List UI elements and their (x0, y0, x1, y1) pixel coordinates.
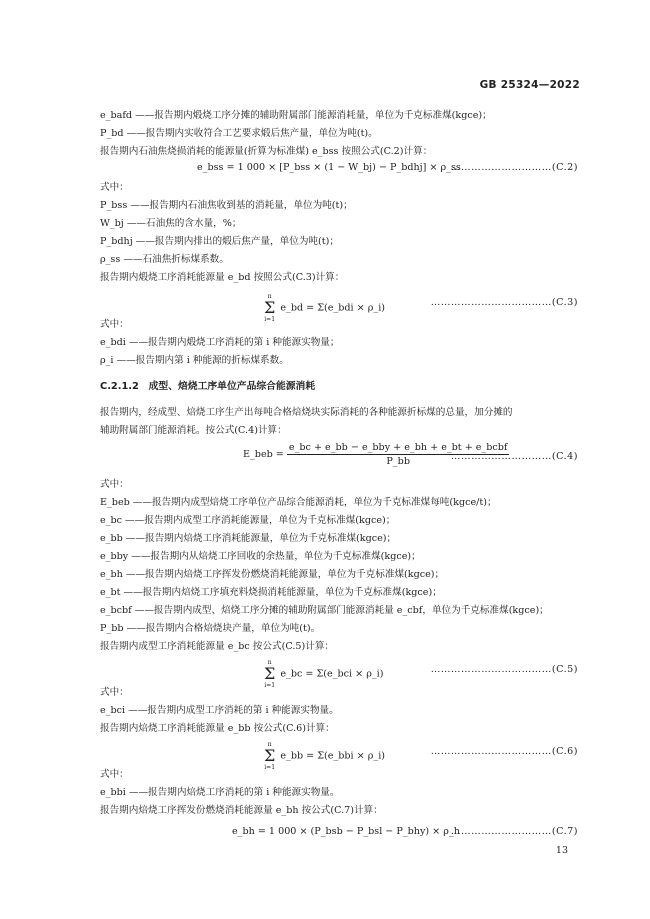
page-number: 13 (555, 845, 568, 856)
text-line: e_bt ——报告期内焙烧工序填充料烧损消耗能源量，单位为千克标准煤(kgce)； (100, 587, 442, 598)
text-line: 辅助附属部门能源消耗。按公式(C.4)计算： (100, 425, 287, 436)
text-line: 报告期内，经成型、焙烧工序生产出每吨合格焙烧块实际消耗的各种能源折标煤的总量，加分摊的 (100, 407, 513, 418)
text-line: 式中： (100, 479, 129, 490)
text-line: 报告期内焙烧工序消耗能源量 e_bb 按公式(C.6)计算： (100, 723, 335, 734)
text-line: W_bj ——石油焦的含水量，%； (100, 218, 242, 229)
text-line: 式中： (100, 687, 129, 698)
equation-c5 (262, 658, 383, 690)
fraction-numerator: e_bc + e_bb − e_bby + e_bh + e_bt + e_bcbf (288, 442, 508, 453)
equation-number-c5: ………………………………(C.5) (430, 664, 578, 675)
text-line: P_bb ——报告期内合格焙烧块产量，单位为吨(t)。 (100, 623, 321, 634)
text-line: e_bc ——报告期内成型工序消耗能源量，单位为千克标准煤(kgce)； (100, 515, 396, 526)
text-line: P_bss ——报告期内石油焦收到基的消耗量，单位为吨(t)； (100, 200, 353, 211)
summation-sign: n Σ i=1 (264, 741, 276, 771)
equation-c7: e_bh = 1 000 × (P_bsb − P_bsl − P_bhy) × ρ_h (232, 826, 460, 837)
text-line: ρ_i ——报告期内第 i 种能源的折标煤系数。 (100, 355, 289, 366)
equation-number-c6: ………………………………(C.6) (430, 746, 578, 757)
equation-number-c7: …………………………(C.7) (450, 826, 578, 837)
text-line: 式中： (100, 769, 129, 780)
text-line: e_bafd ——报告期内煅烧工序分摊的辅助附属部门能源消耗量，单位为千克标准煤(kgce)； (100, 110, 492, 121)
equation-body: e_bc = Σ(e_bci × ρ_i) (280, 668, 384, 680)
summation-sign: n Σ i=1 (264, 293, 276, 323)
text-line: e_bby ——报告期内从焙烧工序回收的余热量，单位为千克标准煤(kgce)； (100, 551, 421, 562)
standard-code-header: GB 25324—2022 (479, 79, 580, 91)
text-line: E_beb ——报告期内成型焙烧工序单位产品综合能源消耗，单位为千克标准煤每吨(kgce/t)； (100, 497, 497, 508)
equation-c2: e_bss = 1 000 × [P_bss × (1 − W_bj) − P_bdhj] × ρ_ss (197, 162, 461, 173)
text-line: P_bd ——报告期内实收符合工艺要求煅后焦产量，单位为吨(t)。 (100, 128, 378, 139)
equation-lhs: E_beb = (243, 449, 284, 460)
text-line: 报告期内煅烧工序消耗能源量 e_bd 按照公式(C.3)计算： (100, 272, 345, 283)
text-line: ρ_ss ——石油焦折标煤系数。 (100, 254, 229, 265)
text-line: 报告期内焙烧工序挥发份燃烧消耗能源量 e_bh 按公式(C.7)计算： (100, 805, 383, 816)
section-heading: C.2.1.2 成型、焙烧工序单位产品综合能源消耗 (100, 381, 316, 392)
equation-body: e_bd = Σ(e_bdi × ρ_i) (280, 302, 386, 314)
equation-c3 (262, 292, 385, 324)
equation-number-c2: …………………………(C.2) (450, 162, 578, 173)
text-line: 式中： (100, 319, 129, 330)
text-line: 式中： (100, 182, 129, 193)
equation-c6 (262, 740, 385, 772)
summation-sign: n Σ i=1 (264, 659, 276, 689)
text-line: e_bci ——报告期内成型工序消耗的第 i 种能源实物量。 (100, 705, 339, 716)
text-line: 报告期内成型工序消耗能源量 e_bc 按公式(C.5)计算： (100, 641, 335, 652)
text-line: e_bb ——报告期内焙烧工序消耗能源量，单位为千克标准煤(kgce)； (100, 533, 397, 544)
equation-number-c3: ………………………………(C.3) (430, 297, 578, 308)
text-line: e_bbi ——报告期内焙烧工序消耗的第 i 种能源实物量。 (100, 787, 340, 798)
text-line: P_bdhj ——报告期内排出的煅后焦产量，单位为吨(t)； (100, 236, 339, 247)
text-line: 报告期内石油焦烧损消耗的能源量(折算为标准煤) e_bss 按照公式(C.2)计算： (100, 146, 433, 157)
text-line: e_bh ——报告期内焙烧工序挥发份燃烧消耗能源量，单位为千克标准煤(kgce)； (100, 569, 445, 580)
text-line: e_bcbf ——报告期内成型、焙烧工序分摊的辅助附属部门能源消耗量 e_cbf，单位为千克标准煤(kgce)； (100, 605, 549, 616)
text-line: e_bdi ——报告期内煅烧工序消耗的第 i 种能源实物量； (100, 337, 340, 348)
fraction-denominator: P_bb (386, 456, 410, 467)
equation-body: e_bb = Σ(e_bbi × ρ_i) (280, 750, 386, 762)
equation-number-c4: …………………………(C.4) (450, 451, 578, 462)
